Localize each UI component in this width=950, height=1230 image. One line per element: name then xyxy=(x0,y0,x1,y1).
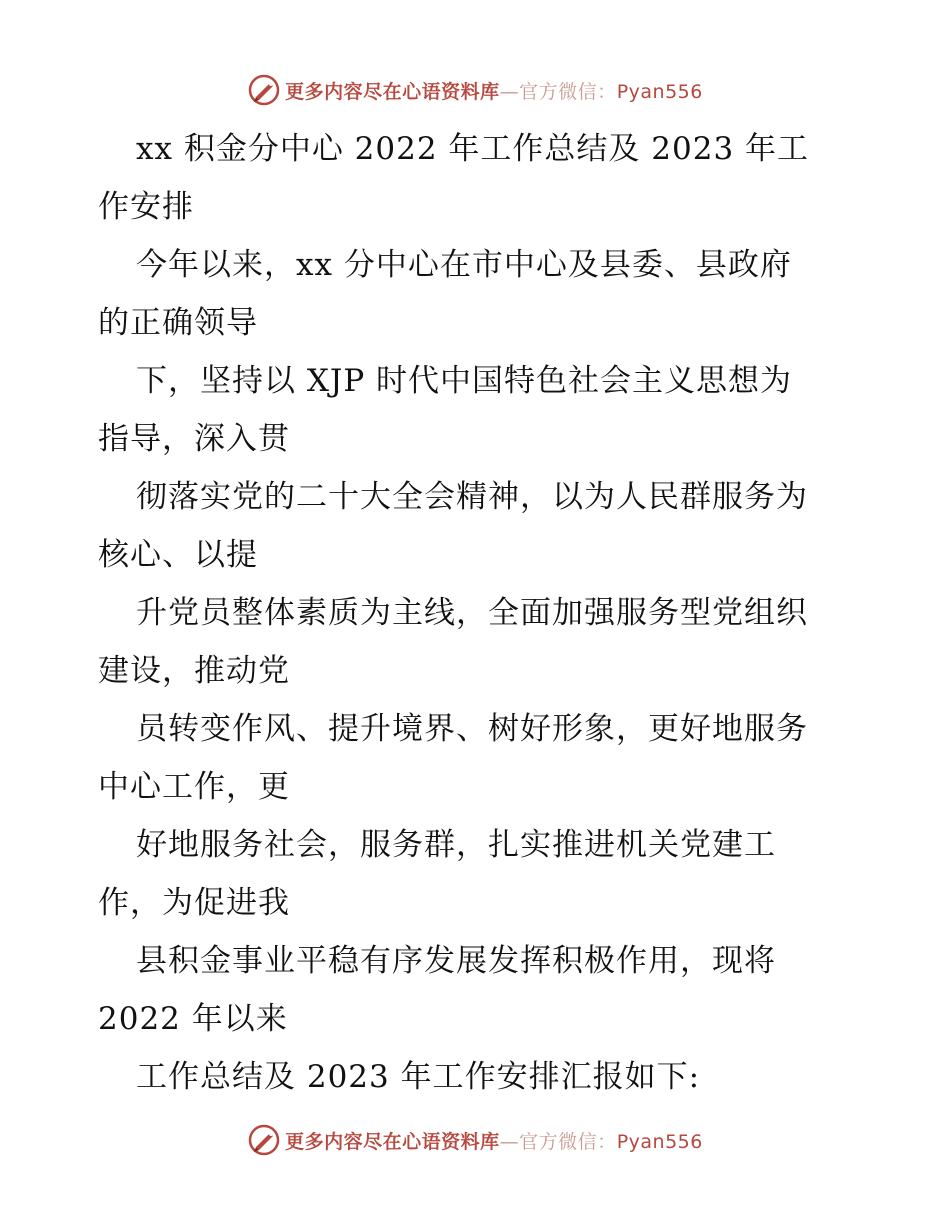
text-line: xx 积金分中心 2022 年工作总结及 2023 年工 xyxy=(136,131,810,167)
text-line: 下，坚持以 XJP 时代中国特色社会主义思想为 xyxy=(136,363,793,399)
header-watermark xyxy=(0,72,950,108)
text-line: 工作总结及 2023 年工作安排汇报如下: xyxy=(136,1059,701,1095)
text-line: 2022 年以来 xyxy=(98,1001,288,1037)
watermark-separator: —官方微信： xyxy=(499,1130,617,1153)
watermark-text xyxy=(285,1127,703,1154)
text-line: 核心、以提 xyxy=(98,537,258,573)
text-line: 作安排 xyxy=(98,189,194,225)
text-line: 的正确领导 xyxy=(98,305,258,341)
text-line: 县积金事业平稳有序发展发挥积极作用，现将 xyxy=(136,943,776,979)
watermark-account: Pyan556 xyxy=(616,1130,703,1153)
watermark-main: 更多内容尽在心语资料库 xyxy=(285,80,500,103)
watermark-main: 更多内容尽在心语资料库 xyxy=(285,1130,500,1153)
pen-logo-icon xyxy=(247,1123,281,1157)
watermark-account: Pyan556 xyxy=(616,80,703,103)
text-line: 指导，深入贯 xyxy=(98,421,290,457)
text-line: 员转变作风、提升境界、树好形象，更好地服务 xyxy=(136,711,808,747)
watermark-text xyxy=(285,77,703,104)
text-line: 好地服务社会，服务群，扎实推进机关党建工 xyxy=(136,827,776,863)
footer-watermark xyxy=(0,1122,950,1158)
pen-logo-icon xyxy=(247,73,281,107)
document-body xyxy=(98,120,858,1106)
text-line: 升党员整体素质为主线，全面加强服务型党组织 xyxy=(136,595,808,631)
text-line: 作，为促进我 xyxy=(98,885,290,921)
watermark-separator: —官方微信： xyxy=(499,80,617,103)
text-line: 建设，推动党 xyxy=(98,653,290,689)
text-line: 今年以来，xx 分中心在市中心及县委、县政府 xyxy=(136,247,792,283)
text-line: 彻落实党的二十大全会精神，以为人民群服务为 xyxy=(136,479,808,515)
text-line: 中心工作，更 xyxy=(98,769,290,805)
